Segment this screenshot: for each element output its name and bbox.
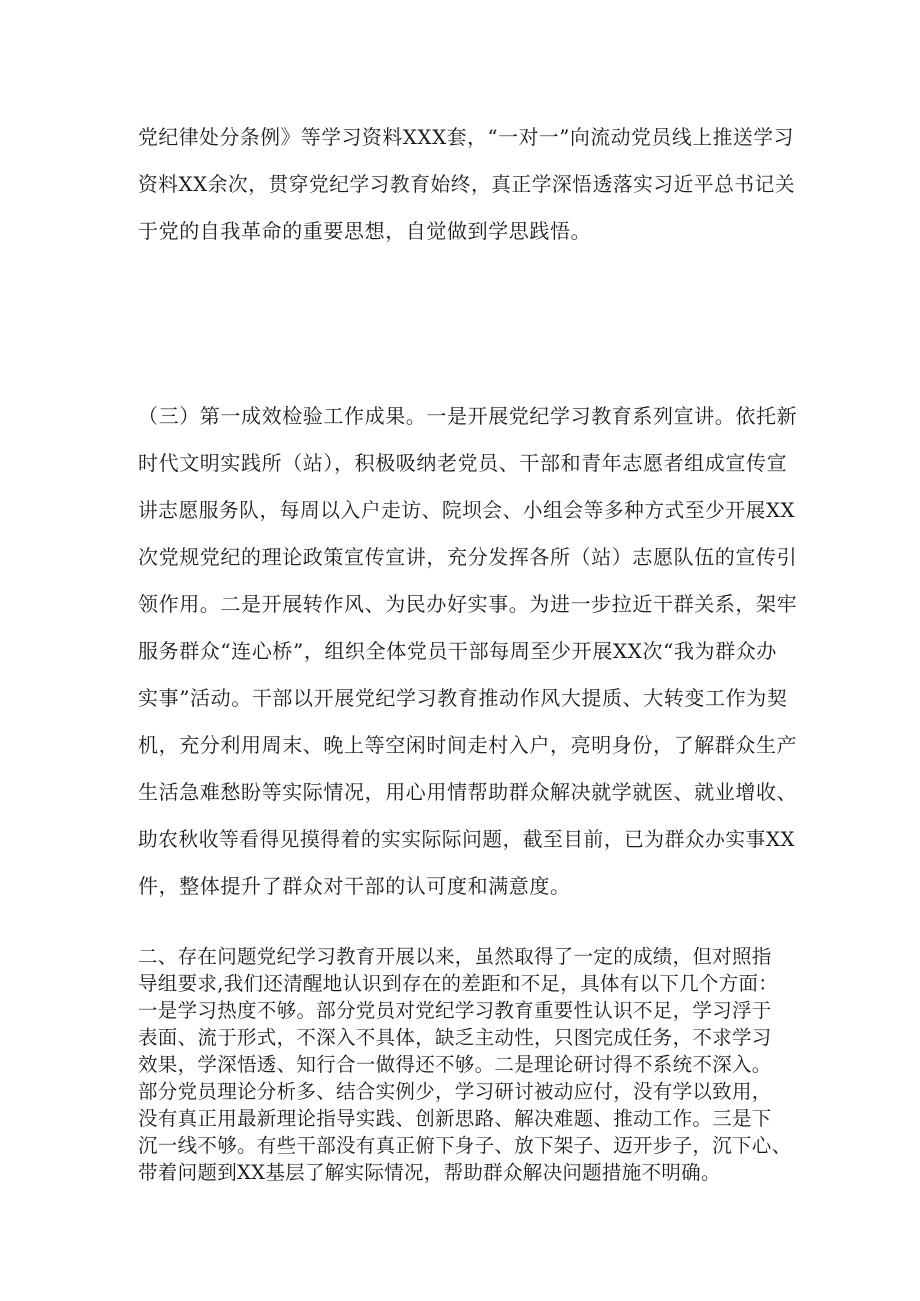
text-line: 效果，学深悟透、知行合一做得还不够。二是理论研讨得不系统不深入。 bbox=[138, 1053, 772, 1076]
text-line: 生活急难愁盼等实际情况，用心用情帮助群众解决就学就医、就业增收、 bbox=[138, 780, 798, 804]
text-line: 件，整体提升了群众对干部的认可度和满意度。 bbox=[138, 874, 571, 898]
paragraph-learning-materials bbox=[138, 114, 798, 255]
text-line: 导组要求,我们还清醒地认识到存在的差距和不足，具体有以下几个方面： bbox=[138, 972, 779, 995]
text-line: 沉一线不够。有些干部没有真正俯下身子、放下架子、迈开步子，沉下心、 bbox=[138, 1134, 792, 1157]
text-line: 时代文明实践所（站），积极吸纳老党员、干部和青年志愿者组成宣传宣 bbox=[138, 451, 788, 475]
text-line: 助农秋收等看得见摸得着的实实际际问题，截至目前，已为群众办实事XX bbox=[138, 828, 796, 851]
text-line: 实事”活动。干部以开展党纪学习教育推动作风大提质、大转变工作为契 bbox=[138, 686, 788, 710]
text-line: 领作用。二是开展转作风、为民办好实事。为进一步拉近干群关系，架牢 bbox=[138, 592, 798, 616]
text-line: 二、存在问题党纪学习教育开展以来，虽然取得了一定的成绩，但对照指 bbox=[138, 945, 772, 968]
text-line: 带着问题到XX基层了解实际情况，帮助群众解决问题措施不明确。 bbox=[138, 1161, 721, 1184]
text-line: 一是学习热度不够。部分党员对党纪学习教育重要性认识不足，学习浮于 bbox=[138, 999, 772, 1022]
text-line: 表面、流于形式，不深入不具体，缺乏主动性，只图完成任务，不求学习 bbox=[138, 1026, 772, 1049]
paragraph-section-three bbox=[138, 393, 798, 910]
text-line: 讲志愿服务队，每周以入户走访、院坝会、小组会等多种方式至少开展XX bbox=[138, 499, 796, 522]
text-line: 资料XX余次，贯穿党纪学习教育始终，真正学深悟透落实习近平总书记关 bbox=[138, 173, 796, 196]
text-line: 部分党员理论分析多、结合实例少，学习研讨被动应付，没有学以致用， bbox=[138, 1080, 772, 1103]
text-line: 机，充分利用周末、晚上等空闲时间走村入户，亮明身份，了解群众生产 bbox=[138, 733, 798, 757]
text-line: 没有真正用最新理论指导实践、创新思路、解决难题、推动工作。三是下 bbox=[138, 1107, 772, 1130]
text-line: 服务群众“连心桥”，组织全体党员干部每周至少开展XX次“我为群众办 bbox=[138, 639, 777, 663]
text-line: 次党规党纪的理论政策宣传宣讲，充分发挥各所（站）志愿队伍的宣传引 bbox=[138, 545, 798, 569]
text-line: （三）第一成效检验工作成果。一是开展党纪学习教育系列宣讲。依托新 bbox=[138, 404, 798, 428]
text-line: 党纪律处分条例》等学习资料XXX套，“一对一”向流动党员线上推送学习 bbox=[138, 126, 795, 149]
text-line: 于党的自我革命的重要思想，自觉做到学思践悟。 bbox=[138, 219, 592, 243]
paragraph-existing-problems bbox=[138, 943, 798, 1186]
